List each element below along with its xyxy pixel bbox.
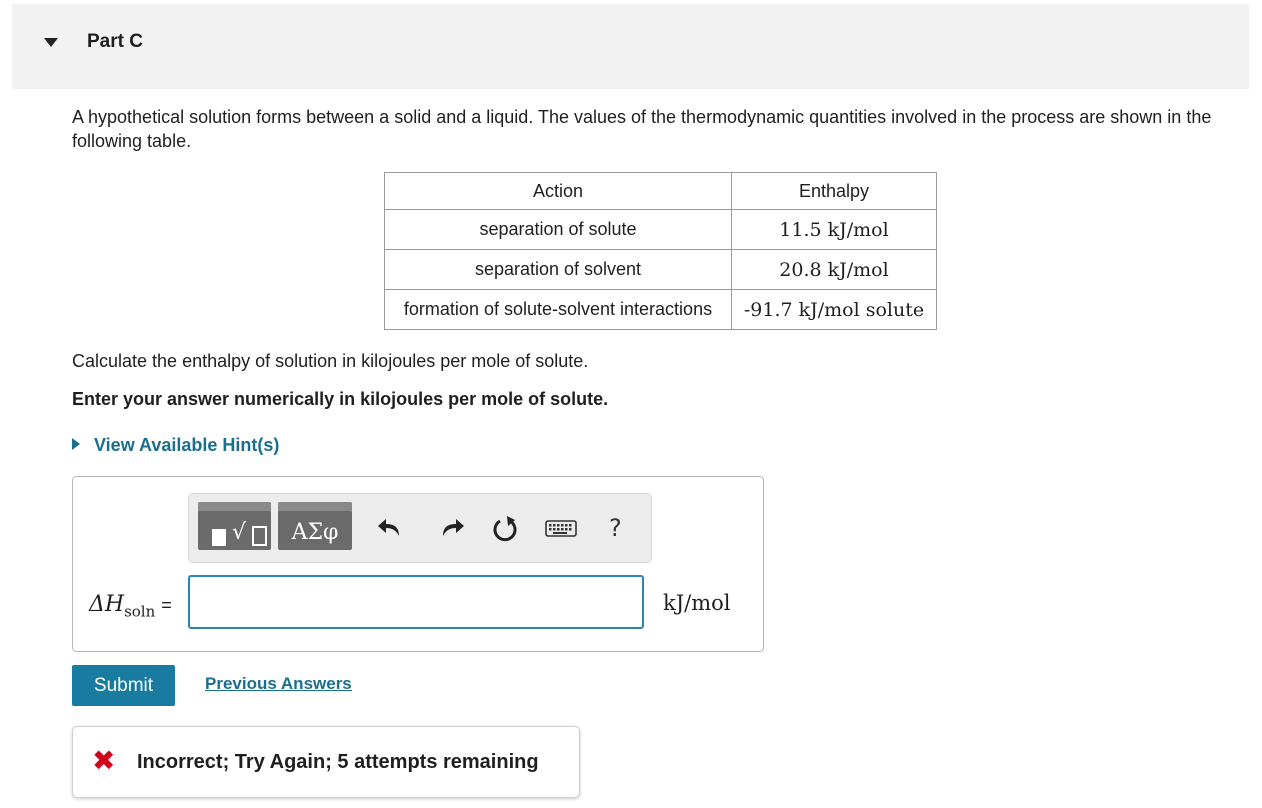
- thermodynamics-table: [384, 172, 937, 330]
- row-enthalpy: 20.8 kJ/mol: [732, 250, 937, 290]
- header-action: Action: [385, 173, 732, 210]
- feedback-box: [72, 726, 580, 798]
- row-enthalpy: -91.7 kJ/mol solute: [732, 290, 937, 330]
- greek-letters-icon[interactable]: [278, 502, 352, 550]
- row-action: formation of solute-solvent interactions: [385, 290, 732, 330]
- submit-button[interactable]: Submit: [72, 665, 175, 706]
- table-row: [385, 250, 937, 290]
- collapse-caret-icon[interactable]: [44, 38, 58, 47]
- row-action: separation of solute: [385, 210, 732, 250]
- keyboard-icon[interactable]: [545, 512, 577, 544]
- caret-right-icon: [72, 438, 80, 450]
- table-row: [385, 290, 937, 330]
- question-prompt: Calculate the enthalpy of solution in kilojoules per mole of solute.: [72, 351, 589, 371]
- table-header-row: [385, 173, 937, 210]
- math-toolbar: [188, 493, 652, 563]
- templates-icon[interactable]: √: [198, 502, 271, 550]
- header-enthalpy: Enthalpy: [732, 173, 937, 210]
- reset-icon[interactable]: [489, 512, 521, 544]
- part-header[interactable]: [12, 4, 1249, 89]
- error-x-icon: ✖: [92, 745, 116, 776]
- row-action: separation of solvent: [385, 250, 732, 290]
- question-instruction: Enter your answer numerically in kilojoules per mole of solute.: [72, 389, 609, 409]
- table-row: [385, 210, 937, 250]
- feedback-message: Incorrect; Try Again; 5 attempts remaining: [137, 751, 539, 773]
- greek-label: ΑΣφ: [291, 520, 339, 545]
- row-enthalpy: 11.5 kJ/mol: [732, 210, 937, 250]
- answer-equals: =: [161, 595, 172, 615]
- view-hints-link[interactable]: [72, 435, 279, 456]
- answer-unit: kJ/mol: [663, 591, 731, 615]
- problem-intro: A hypothetical solution forms between a solid and a liquid. The values of the thermodynamic quantities involved in the process are shown in the following table.: [72, 107, 1212, 151]
- redo-icon[interactable]: [435, 512, 467, 544]
- undo-icon[interactable]: [375, 512, 407, 544]
- previous-answers-link[interactable]: Previous Answers: [205, 674, 352, 693]
- answer-subscript: soln: [124, 602, 156, 621]
- answer-input[interactable]: [188, 575, 644, 629]
- answer-box: [72, 476, 764, 652]
- hint-label: View Available Hint(s): [94, 435, 280, 455]
- help-icon[interactable]: ?: [609, 514, 622, 542]
- part-title: Part C: [87, 31, 143, 52]
- answer-label: [89, 592, 172, 620]
- answer-symbol: ΔH: [89, 592, 125, 617]
